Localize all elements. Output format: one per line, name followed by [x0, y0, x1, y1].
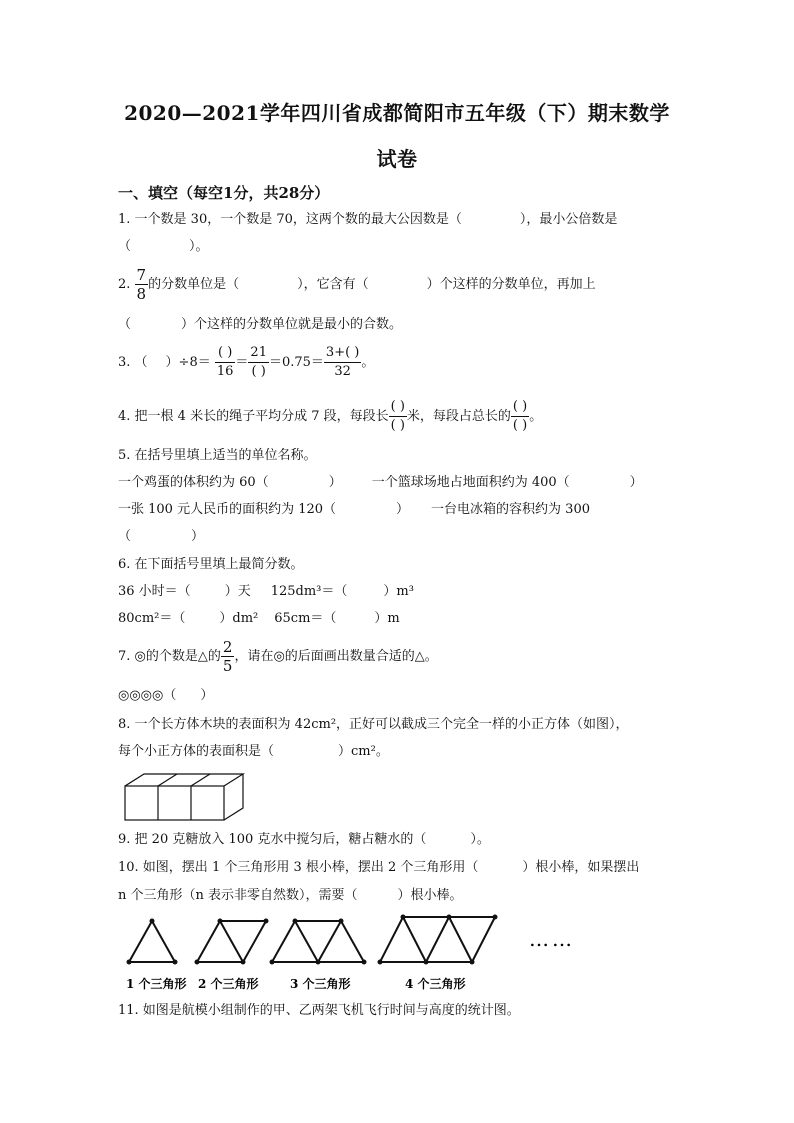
question-1-line2: [118, 238, 209, 256]
fraction-denominator[interactable]: ( ): [251, 364, 266, 379]
cuboid-top-divider: [191, 774, 210, 786]
triangle-group-4-stick: [403, 917, 426, 962]
question-7: [118, 638, 438, 676]
q6-text-b: ）天: [224, 584, 251, 599]
triangle-group-3: [272, 921, 364, 962]
triangle-label-3: 3 个三角形: [290, 977, 351, 991]
triangle-group-2-stick: [220, 921, 243, 962]
fraction-expr-32: [324, 344, 361, 381]
q7-text-d: ）: [200, 688, 214, 703]
question-5-row3: [118, 528, 204, 546]
q5-text-c: 一个篮球场地占地面积约为 400（: [371, 475, 570, 490]
q5-text-f: ）: [396, 502, 410, 517]
q2-text-e: ）个这样的分数单位就是最小的合数。: [181, 317, 403, 332]
q6-text-g: 65cm＝（: [274, 611, 337, 626]
fraction-numerator[interactable]: ( ): [389, 398, 407, 417]
fraction-2-5: [221, 638, 235, 675]
q2-text-b: ），它含有（: [297, 277, 369, 292]
question-4: [118, 398, 542, 436]
triangle-group-4-stick: [426, 917, 449, 962]
fraction-numerator: 2: [222, 638, 233, 656]
q6-text-e: 80cm²＝（: [118, 611, 186, 626]
cuboid-top-face: [125, 774, 243, 786]
fraction-denominator: 16: [216, 364, 234, 379]
triangle-group-1: [129, 921, 175, 962]
q7-text-b: ，请在◎的后面画出数量合适的△。: [234, 649, 438, 664]
triangle-matchstick-figure: [118, 908, 618, 994]
triangle-group-4-stick: [449, 917, 472, 962]
fraction-denominator[interactable]: ( ): [390, 418, 405, 433]
fraction-denominator: 5: [222, 657, 233, 675]
q5-text-h: （: [118, 529, 132, 544]
q10-text-d: ）根小棒。: [397, 888, 463, 903]
q4-text-b: 米，每段占总长的: [406, 409, 511, 424]
section-heading: 一、填空（每空1分，共28分）: [118, 184, 330, 202]
q10-text-c: n 个三角形（n 表示非零自然数），需要（: [118, 888, 358, 903]
q4-text-c: 。: [529, 409, 543, 424]
q7-text-c: ◎◎◎◎（: [118, 688, 177, 703]
fraction-21-blank: [248, 344, 269, 381]
fraction-numerator[interactable]: 3+( ): [324, 344, 361, 363]
q5-text-e: 一张 100 元人民币的面积约为 120（: [118, 502, 337, 517]
q1-text-c: （: [118, 239, 132, 254]
q7-text-a: 7. ◎的个数是△的: [118, 649, 221, 664]
q5-text-g: 一台电冰箱的容积约为 300: [431, 502, 590, 517]
cuboid-figure: [124, 772, 248, 822]
question-11: 11. 如图是航模小组制作的甲、乙两架飞机飞行时间与高度的统计图。: [118, 1003, 520, 1018]
equals-sign: ＝: [235, 355, 249, 370]
q6-text-f: ）dm²: [219, 611, 259, 626]
triangle-label-1: 1 个三角形: [126, 977, 187, 991]
triangle-group-3-stick: [295, 921, 318, 962]
fraction-numerator: 21: [248, 344, 269, 363]
question-10-line1: [118, 859, 639, 877]
cuboid-front-face: [125, 786, 224, 820]
question-2-line1: [118, 266, 596, 304]
q1-text-a: 1. 一个数是 30，一个数是 70，这两个数的最大公因数是（: [118, 212, 462, 227]
q2-text-c: ）个这样的分数单位，再加上: [426, 277, 596, 292]
triangle-label-2: 2 个三角形: [198, 977, 259, 991]
q5-text-i: ）: [191, 529, 205, 544]
page-title: 2020—2021学年四川省成都简阳市五年级（下）期末数学: [124, 101, 670, 125]
fraction-denominator: 8: [136, 285, 147, 303]
question-2-line2: [118, 316, 402, 334]
question-8-line2: [118, 743, 389, 761]
q9-text-b: ）。: [470, 832, 490, 847]
q1-text-b: ），最小公倍数是: [519, 212, 618, 227]
fraction-numerator[interactable]: ( ): [511, 398, 529, 417]
q6-text-d: ）m³: [383, 584, 414, 599]
cuboid-side-face: [224, 774, 243, 820]
q3-text-eq2: ＝0.75＝: [268, 355, 324, 370]
q3-text-a: 3. （: [118, 355, 148, 370]
question-10-line2: [118, 887, 463, 905]
q4-text-a: 4. 把一根 4 米长的绳子平均分成 7 段，每段长: [118, 409, 389, 424]
q3-text-b: ）÷8＝: [165, 355, 211, 370]
question-6-row1: [118, 583, 414, 601]
q8-text-c: ）cm²。: [338, 744, 389, 759]
question-1-line1: [118, 211, 617, 229]
q6-text-c: 125dm³＝（: [270, 584, 348, 599]
question-6-head: 6. 在下面括号里填上最简分数。: [118, 557, 304, 572]
q1-text-d: ）。: [189, 239, 209, 254]
triangle-label-4: 4 个三角形: [405, 977, 466, 991]
q9-text-a: 9. 把 20 克糖放入 100 克水中搅匀后，糖占糖水的（: [118, 832, 427, 847]
fraction-numerator[interactable]: ( ): [215, 344, 236, 363]
q6-text-h: ）m: [374, 611, 400, 626]
fraction-denominator[interactable]: ( ): [512, 418, 528, 433]
q5-text-b: ）: [328, 475, 342, 490]
q5-text-a: 一个鸡蛋的体积约为 60（: [118, 475, 269, 490]
question-5-head: 5. 在括号里填上适当的单位名称。: [118, 448, 317, 463]
question-7-answer-row: [118, 687, 213, 705]
question-8-line1: 8. 一个长方体木块的表面积为 42cm²，正好可以截成三个完全一样的小正方体（如图），: [118, 717, 629, 732]
q6-text-a: 36 小时＝（: [118, 584, 191, 599]
triangle-group-3-stick: [318, 921, 341, 962]
ellipsis-dots: ……: [529, 927, 575, 951]
fraction-numerator: 7: [136, 266, 147, 284]
cuboid-top-divider: [158, 774, 177, 786]
page-title-line2: 试卷: [376, 147, 418, 171]
q2-number: 2.: [118, 277, 131, 292]
question-9: [118, 831, 490, 849]
fraction-denominator: 32: [334, 364, 351, 379]
q2-text-d: （: [118, 317, 132, 332]
question-5-row1: [118, 474, 643, 492]
question-6-row2: [118, 610, 400, 628]
q10-text-b: ）根小棒，如果摆出: [522, 860, 640, 875]
q10-text-a: 10. 如图，摆出 1 个三角形用 3 根小棒，摆出 2 个三角形用（: [118, 860, 479, 875]
fraction-blank: [511, 398, 529, 435]
fraction-blank-16: [215, 344, 236, 381]
question-5-row2: [118, 501, 590, 519]
q2-text-a: 的分数单位是（: [148, 277, 240, 292]
fraction-blank: [389, 398, 407, 435]
q8-text-b: 每个小正方体的表面积是（: [118, 744, 275, 759]
q5-text-d: ）: [629, 475, 643, 490]
question-3: [118, 344, 374, 382]
fraction-7-8: [135, 266, 149, 303]
q3-end: 。: [361, 355, 375, 370]
